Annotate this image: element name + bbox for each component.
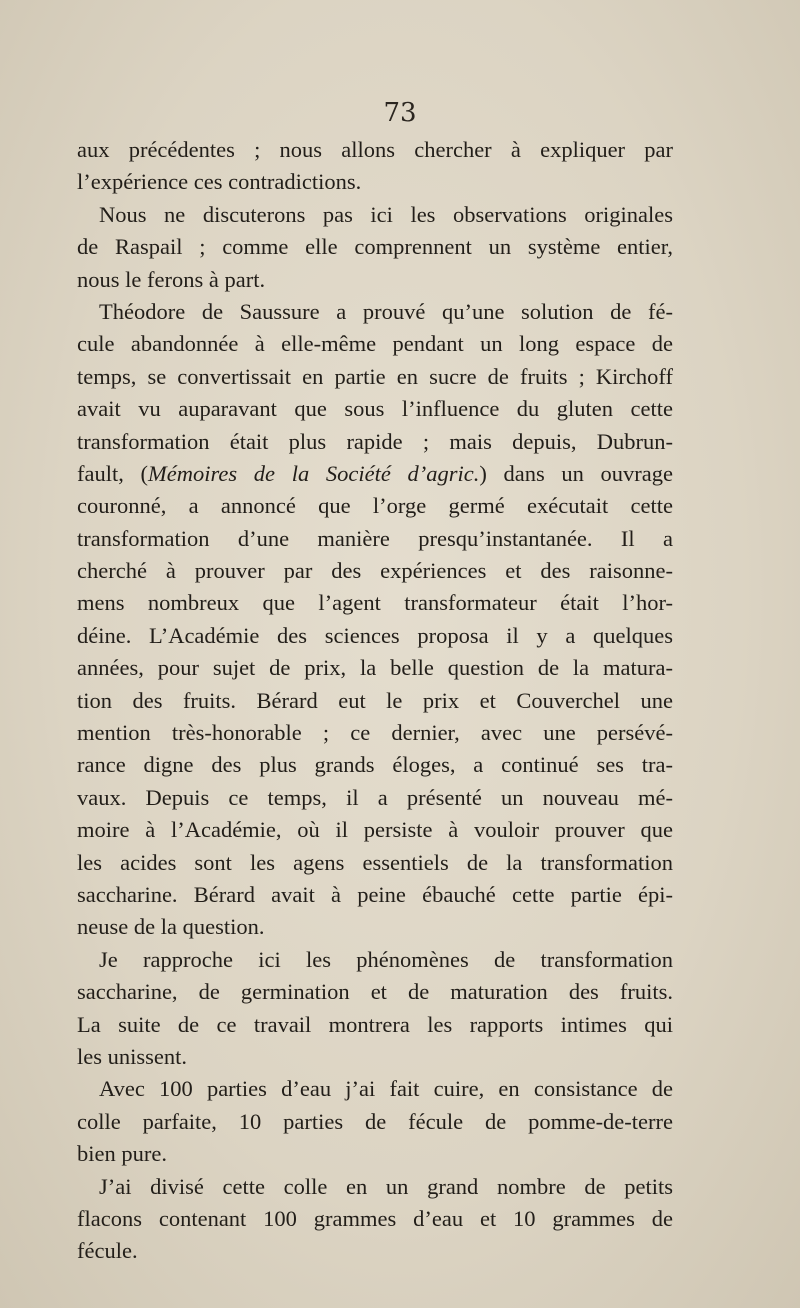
text-line xyxy=(77,458,673,490)
text-line: cule abandonnée à elle-même pendant un long espace de xyxy=(77,331,673,357)
text-line: tion des fruits. Bérard eut le prix et Couverchel une xyxy=(77,687,673,713)
text-line: l’expérience ces contradictions. xyxy=(77,169,362,195)
text-line: les acides sont les agens essentiels de la transformation xyxy=(77,849,673,875)
text-line: saccharine. Bérard avait à peine ébauché cette partie épi- xyxy=(77,881,673,907)
text-fragment: fault, ( xyxy=(77,460,149,486)
body-text xyxy=(77,134,673,1268)
text-line: déine. L’Académie des sciences proposa il y a quelques xyxy=(77,622,673,648)
text-line: couronné, a annoncé que l’orge germé exécutait cette xyxy=(77,493,673,519)
text-line: cherché à prouver par des expériences et des raisonne- xyxy=(77,558,673,584)
text-line: transformation d’une manière presqu’instantanée. Il a xyxy=(77,525,673,551)
text-line: colle parfaite, 10 parties de fécule de pomme-de-terre xyxy=(77,1108,673,1134)
text-line: Nous ne discuterons pas ici les observations originales xyxy=(99,201,673,227)
text-line: avait vu auparavant que sous l’influence du gluten cette xyxy=(77,396,673,422)
text-line: flacons contenant 100 grammes d’eau et 10 grammes de xyxy=(77,1205,673,1231)
text-line: aux précédentes ; nous allons chercher à expliquer par xyxy=(77,137,673,162)
text-line: vaux. Depuis ce temps, il a présenté un nouveau mé- xyxy=(77,784,673,810)
text-line: Avec 100 parties d’eau j’ai fait cuire, en consistance de xyxy=(99,1076,673,1102)
text-line: Théodore de Saussure a prouvé qu’une solution de fé- xyxy=(99,298,673,324)
italic-reference: Mémoires de la Société d’agric. xyxy=(148,460,480,486)
text-line: mens nombreux que l’agent transformateur était l’hor- xyxy=(77,590,673,616)
text-line: transformation était plus rapide ; mais depuis, Dubrun- xyxy=(77,428,673,454)
text-line: les unissent. xyxy=(77,1043,187,1069)
text-line: mention très-honorable ; ce dernier, avec une persévé- xyxy=(77,720,673,746)
text-line: fécule. xyxy=(77,1238,138,1264)
text-line: Je rapproche ici les phénomènes de transformation xyxy=(99,946,673,972)
text-fragment: ) dans un ouvrage xyxy=(479,460,673,486)
text-line: de Raspail ; comme elle comprennent un système entier, xyxy=(77,234,673,260)
text-line: neuse de la question. xyxy=(77,914,265,940)
text-line: saccharine, de germination et de maturation des fruits. xyxy=(77,979,673,1005)
text-line: temps, se convertissait en partie en sucre de fruits ; Kirchoff xyxy=(77,363,673,389)
text-line: moire à l’Académie, où il persiste à vouloir prouver que xyxy=(77,817,673,843)
text-line: nous le ferons à part. xyxy=(77,266,266,292)
text-line: bien pure. xyxy=(77,1141,167,1167)
text-line: rance digne des plus grands éloges, a continué ses tra- xyxy=(77,752,673,778)
text-line: La suite de ce travail montrera les rapports intimes qui xyxy=(77,1011,673,1037)
page-number: 73 xyxy=(383,98,417,128)
text-line: années, pour sujet de prix, la belle question de la matura- xyxy=(77,655,673,681)
text-line: J’ai divisé cette colle en un grand nombre de petits xyxy=(99,1173,673,1199)
